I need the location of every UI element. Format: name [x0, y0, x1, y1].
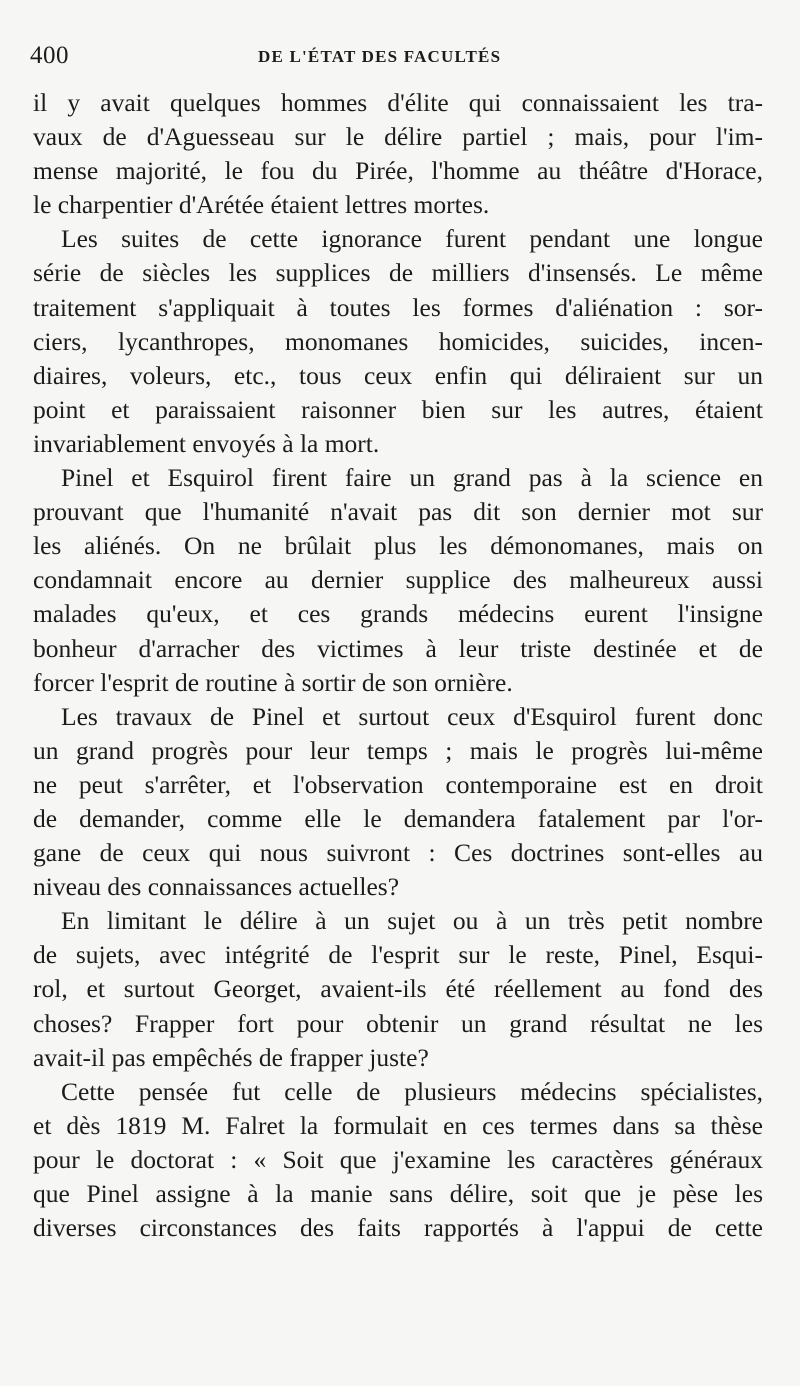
text-line: invariablement envoyés à la mort.	[33, 428, 380, 458]
page-header	[30, 42, 760, 74]
text-line: malades qu'eux, et ces grands médecins eurent l'insigne	[33, 599, 763, 629]
text-line: niveau des connaissances actuelles?	[33, 872, 400, 902]
text-line: un grand progrès pour leur temps ; mais le progrès lui-même	[33, 735, 763, 765]
text-line: et dès 1819 M. Falret la formulait en ces termes dans sa thèse	[33, 1110, 763, 1140]
text-line: mense majorité, le fou du Pirée, l'homme au théâtre d'Horace,	[33, 156, 763, 186]
text-line: que Pinel assigne à la manie sans délire, soit que je pèse les	[33, 1179, 763, 1208]
text-line: de demander, comme elle le demandera fatalement par l'or-	[33, 803, 763, 833]
running-title: DE L'ÉTAT DES FACULTÉS	[258, 47, 502, 66]
body-text	[33, 86, 763, 1245]
text-line: vaux de d'Aguesseau sur le délire partiel ; mais, pour l'im-	[33, 122, 763, 152]
text-line: condamnait encore au dernier supplice des malheureux aussi	[33, 565, 763, 595]
text-line: Les travaux de Pinel et surtout ceux d'Esquirol furent donc	[61, 701, 763, 731]
paragraph	[33, 222, 763, 461]
text-line: prouvant que l'humanité n'avait pas dit son dernier mot sur	[33, 497, 763, 527]
text-line: ciers, lycanthropes, monomanes homicides, suicides, incen-	[33, 326, 763, 356]
paragraph	[33, 1075, 763, 1245]
text-line: le charpentier d'Arétée étaient lettres mortes.	[33, 190, 490, 220]
text-line: avait-il pas empêchés de frapper juste?	[33, 1042, 429, 1072]
text-line: gane de ceux qui nous suivront : Ces doctrines sont-elles au	[33, 838, 763, 868]
text-line: Cette pensée fut celle de plusieurs médecins spécialistes,	[61, 1076, 763, 1106]
text-line: ne peut s'arrêter, et l'observation contemporaine est en droit	[33, 769, 763, 799]
paragraph	[33, 700, 763, 905]
text-line: En limitant le délire à un sujet ou à un très petit nombre	[61, 906, 763, 936]
paragraph	[33, 86, 763, 222]
text-line: bonheur d'arracher des victimes à leur triste destinée et de	[33, 633, 763, 663]
text-line: point et paraissaient raisonner bien sur les autres, étaient	[33, 394, 763, 424]
text-line: choses? Frapper fort pour obtenir un grand résultat ne les	[33, 1008, 763, 1038]
text-line: rol, et surtout Georget, avaient-ils été réellement au fond des	[33, 974, 763, 1004]
text-line: Les suites de cette ignorance furent pendant une longue	[61, 224, 763, 254]
paragraph	[33, 461, 763, 700]
page-number: 400	[30, 42, 69, 69]
text-line: Pinel et Esquirol firent faire un grand pas à la science en	[61, 463, 763, 493]
text-line: forcer l'esprit de routine à sortir de son ornière.	[33, 667, 513, 697]
text-line: il y avait quelques hommes d'élite qui connaissaient les tra-	[33, 88, 763, 117]
text-line: diverses circonstances des faits rapportés à l'appui de cette	[33, 1213, 763, 1243]
text-line: pour le doctorat : « Soit que j'examine les caractères généraux	[33, 1144, 763, 1174]
text-line: diaires, voleurs, etc., tous ceux enfin qui déliraient sur un	[33, 360, 763, 390]
text-line: traitement s'appliquait à toutes les formes d'aliénation : sor-	[33, 292, 763, 322]
paragraph	[33, 904, 763, 1074]
text-line: les aliénés. On ne brûlait plus les démonomanes, mais on	[33, 531, 763, 561]
text-line: de sujets, avec intégrité de l'esprit sur le reste, Pinel, Esqui-	[33, 940, 763, 970]
text-line: série de siècles les supplices de milliers d'insensés. Le même	[33, 258, 763, 288]
